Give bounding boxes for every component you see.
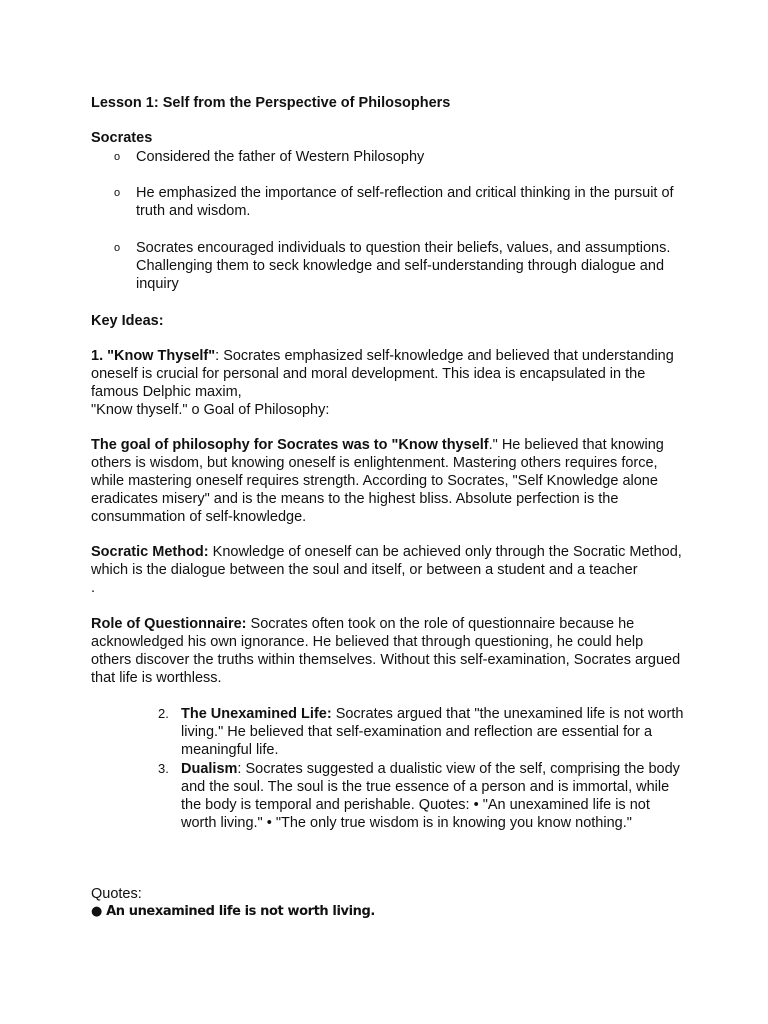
item-number: 2. — [158, 706, 169, 721]
item-text: Socrates argued that "the unexamined life is not worth living." He believed that self-examination and reflection are essential for a meaningful life. — [181, 706, 684, 758]
socratic-method-text: Knowledge of oneself can be achieved only through the Socratic Method, which is the dialogue between the soul and itself, or between a student and a teacher — [91, 544, 682, 578]
item-label: Dualism — [181, 761, 238, 777]
bullet-text: Considered the father of Western Philosophy — [136, 149, 425, 165]
know-thyself-line2: "Know thyself." o Goal of Philosophy: — [91, 402, 330, 418]
quotes-heading: Quotes: — [91, 886, 142, 902]
bullet-marker-icon: o — [114, 187, 121, 199]
bullet-text: Socrates encouraged individuals to question their beliefs, values, and assumptions. Challenging them to seck knowledge and self-understanding through dialogue and inquiry — [136, 240, 671, 292]
key-ideas-heading: Key Ideas: — [91, 313, 164, 329]
lesson-title: Lesson 1: Self from the Perspective of Philosophers — [91, 95, 451, 111]
socratic-method-label: Socratic Method: — [91, 544, 209, 560]
section-heading-socrates: Socrates — [91, 130, 153, 146]
item-text: : Socrates suggested a dualistic view of the self, comprising the body and the soul. The soul is the true essence of a person and is immortal, while the body is temporal and perishable. Quotes: • "An unexamined life is not worth living." • "The only true wisdom is in knowing you know nothing." — [181, 761, 680, 831]
bullet-marker-icon: o — [114, 242, 121, 254]
goal-label: The goal of philosophy for Socrates was to "Know thyself — [91, 437, 489, 453]
item-label: The Unexamined Life: — [181, 706, 332, 722]
goal-paragraph — [91, 436, 683, 526]
know-thyself-label: 1. "Know Thyself" — [91, 348, 216, 364]
socratic-method-paragraph — [91, 543, 683, 597]
know-thyself-paragraph — [91, 347, 683, 419]
item-number: 3. — [158, 761, 169, 776]
questionnaire-text: Socrates often took on the role of questionnaire because he acknowledged his own ignorance. He believed that through questioning, he could help others discover the truths within themselves. Without this self-examination, Socrates argued that life is worthless. — [91, 616, 681, 686]
questionnaire-label: Role of Questionnaire: — [91, 616, 247, 632]
know-thyself-text: : Socrates emphasized self-knowledge and believed that understanding oneself is crucial for personal and moral development. This idea is encapsulated in the famous Delphic maxim, — [91, 348, 674, 400]
bullet-marker-icon: o — [114, 151, 121, 163]
bullet-text: He emphasized the importance of self-reflection and critical thinking in the pursuit of truth and wisdom. — [136, 185, 674, 219]
quote-line: ● An unexamined life is not worth living. — [91, 904, 375, 919]
socratic-method-trailing: . — [91, 580, 96, 596]
goal-text: ." He believed that knowing others is wisdom, but knowing oneself is enlightenment. Mastering others requires force, while mastering oneself requires strength. According to Socrates, "Self Knowledge alone eradicates misery" and is the means to the highest bliss. Absolute perfection is the consummation of self-knowledge. — [91, 437, 664, 525]
questionnaire-paragraph — [91, 615, 683, 687]
